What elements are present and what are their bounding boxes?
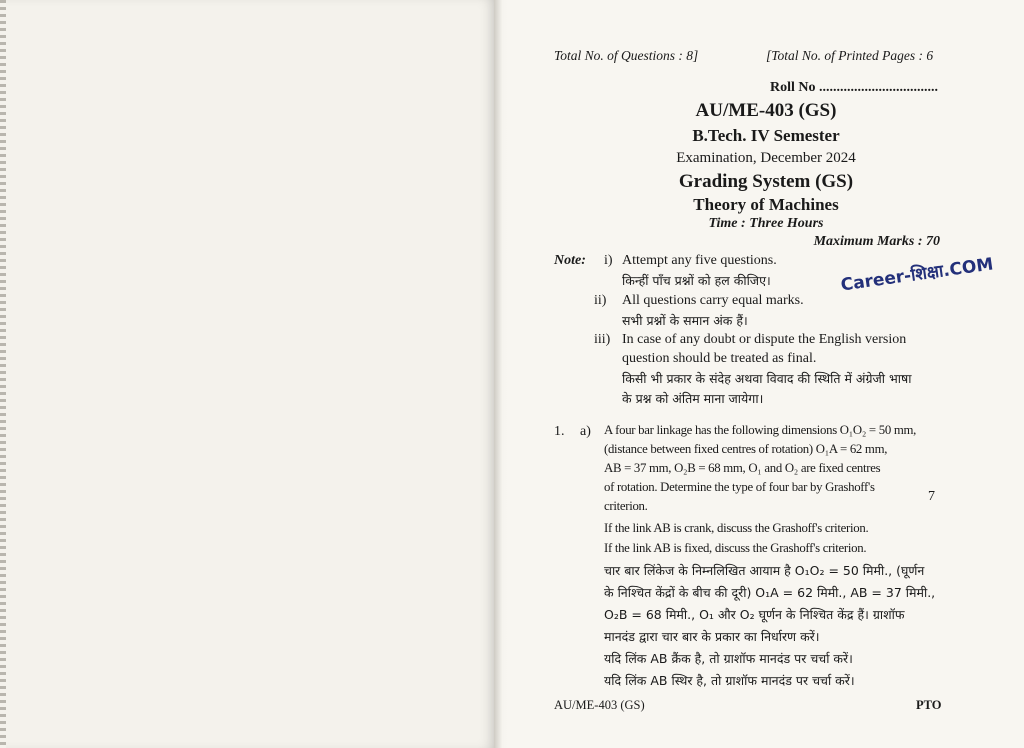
footer-pto: PTO — [916, 698, 942, 712]
note-num-1: i) — [604, 253, 613, 268]
note-num-2: ii) — [594, 293, 607, 308]
question-hindi-crank: यदि लिंक AB क्रैंक है, तो ग्राशॉफ मानदंड पर चर्चा करें। — [604, 651, 853, 666]
exam-page — [508, 0, 1024, 748]
question-crank-line: If the link AB is crank, discuss the Grashoff's criterion. — [604, 521, 869, 535]
paper-code: AU/ME-403 (GS) — [695, 100, 837, 121]
left-blank-page — [0, 0, 494, 748]
course-name: B.Tech. IV Semester — [692, 126, 840, 145]
grading-system: Grading System (GS) — [678, 171, 854, 192]
note-1-hi: किन्हीं पाँच प्रश्नों को हल कीजिए। — [622, 273, 771, 288]
page-edge — [0, 0, 6, 748]
question-line-2: (distance between fixed centres of rotation) O₁A = 62 mm, — [604, 442, 888, 456]
question-hindi-fixed: यदि लिंक AB स्थिर है, तो ग्राशॉफ मानदंड पर चर्चा करें। — [604, 673, 855, 688]
note-2-en: All questions carry equal marks. — [622, 293, 804, 308]
question-hindi-1: चार बार लिंकेज के निम्नलिखित आयाम है O₁O₂ = 50 मिमी., (घूर्णन — [604, 563, 925, 578]
question-hindi-3: O₂B = 68 मिमी., O₁ और O₂ घूर्णन के निश्चित केंद्र हैं। ग्राशॉफ — [604, 607, 905, 622]
question-fixed-line: If the link AB is fixed, discuss the Grashoff's criterion. — [604, 541, 867, 555]
note-3-en-1: In case of any doubt or dispute the English version — [622, 332, 907, 347]
question-line-3: AB = 37 mm, O₂B = 68 mm, O₁ and O₂ are fixed centres — [604, 461, 881, 475]
roll-no: Roll No .................................. — [770, 80, 938, 95]
note-3-hi-1: किसी भी प्रकार के संदेह अथवा विवाद की स्थिति में अंग्रेजी भाषा — [622, 371, 912, 386]
exam-session: Examination, December 2024 — [676, 150, 856, 166]
book-gutter — [494, 0, 508, 748]
note-3-en-2: question should be treated as final. — [622, 351, 817, 366]
question-line-4: of rotation. Determine the type of four bar by Grashoff's — [604, 480, 875, 494]
question-line-1: A four bar linkage has the following dimensions O₁O₂ = 50 mm, — [604, 423, 917, 437]
watermark-stamp: Career-शिक्षा.COM — [839, 254, 995, 296]
question-hindi-4: मानदंड द्वारा चार बार के प्रकार का निर्धारण करें। — [604, 629, 820, 644]
total-questions: Total No. of Questions : 8] — [554, 48, 699, 63]
footer-code: AU/ME-403 (GS) — [554, 698, 645, 712]
question-number: 1. — [554, 424, 565, 439]
total-pages: [Total No. of Printed Pages : 6 — [766, 48, 934, 63]
question-marks: 7 — [928, 489, 935, 504]
max-marks: Maximum Marks : 70 — [813, 234, 940, 249]
note-label: Note: — [554, 253, 586, 268]
question-part: a) — [580, 424, 591, 439]
subject-title: Theory of Machines — [693, 195, 839, 214]
exam-time: Time : Three Hours — [708, 216, 824, 231]
note-2-hi: सभी प्रश्नों के समान अंक हैं। — [622, 313, 748, 328]
note-1-en: Attempt any five questions. — [622, 253, 777, 268]
question-hindi-2: के निश्चित केंद्रों के बीच की दूरी) O₁A = 62 मिमी., AB = 37 मिमी., — [604, 585, 936, 600]
question-line-5: criterion. — [604, 499, 648, 513]
note-3-hi-2: के प्रश्न को अंतिम माना जायेगा। — [622, 391, 764, 406]
note-num-3: iii) — [594, 332, 611, 347]
